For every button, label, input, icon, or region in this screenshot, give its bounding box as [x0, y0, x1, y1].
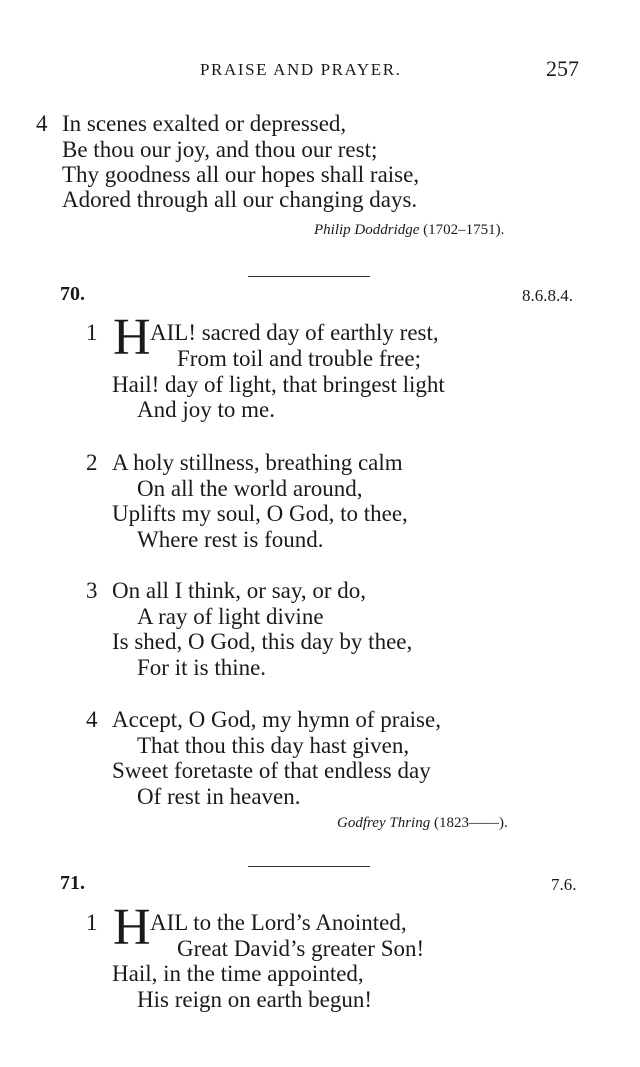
verse-line: That thou this day hast given, [137, 733, 410, 758]
section-divider [248, 276, 370, 277]
stanza-number: 1 [86, 320, 98, 345]
verse-line: Hail! day of light, that bringest light [112, 372, 445, 397]
verse-line: And joy to me. [137, 397, 275, 422]
verse-line: A ray of light divine [137, 604, 324, 629]
verse-line: A holy stillness, breathing calm [112, 450, 403, 475]
verse-line: His reign on earth begun! [137, 987, 373, 1012]
verse-line: On all the world around, [137, 476, 363, 501]
verse-line: Sweet foretaste of that endless day [112, 758, 431, 783]
author-dates: (1823——). [433, 815, 508, 831]
stanza-number: 1 [86, 910, 98, 935]
verse-line: Accept, O God, my hymn of praise, [112, 707, 441, 732]
verse-line: On all I think, or say, or do, [112, 578, 367, 603]
stanza-number: 4 [86, 707, 98, 732]
verse-line: Uplifts my soul, O God, to thee, [112, 501, 408, 526]
verse-line: Thy goodness all our hopes shall raise, [62, 162, 420, 187]
drop-cap: H [113, 309, 151, 366]
stanza-number: 4 [36, 111, 48, 136]
author-dates: (1702–1751). [423, 222, 505, 238]
verse-line: Adored through all our changing days. [62, 187, 418, 212]
verse-line: For it is thine. [137, 655, 267, 680]
author-attribution [314, 222, 504, 239]
author-name: Philip Doddridge [314, 222, 420, 238]
verse-line: From toil and trouble free; [177, 346, 421, 371]
hymn-number: 70. [60, 283, 85, 305]
stanza-number: 3 [86, 578, 98, 603]
verse-line: Where rest is found. [137, 527, 324, 552]
verse-line: Hail, in the time appointed, [112, 961, 364, 986]
hymn-number: 71. [60, 872, 85, 894]
section-divider [248, 866, 370, 867]
verse-line: Of rest in heaven. [137, 784, 301, 809]
author-name: Godfrey Thring [337, 815, 431, 831]
drop-cap: H [113, 899, 151, 956]
verse-line: Be thou our joy, and thou our rest; [62, 137, 378, 162]
verse-line: AIL to the Lord’s Anointed, [150, 910, 407, 935]
running-header: PRAISE AND PRAYER. [200, 60, 402, 79]
page-number: 257 [546, 56, 579, 81]
verse-line: Is shed, O God, this day by thee, [112, 629, 413, 654]
verse-line: AIL! sacred day of earthly rest, [150, 320, 439, 345]
hymn-meter: 7.6. [551, 875, 577, 894]
verse-line: In scenes exalted or depressed, [62, 111, 347, 136]
author-attribution [337, 815, 508, 832]
verse-line: Great David’s greater Son! [177, 936, 425, 961]
hymn-meter: 8.6.8.4. [522, 286, 573, 305]
stanza-number: 2 [86, 450, 98, 475]
